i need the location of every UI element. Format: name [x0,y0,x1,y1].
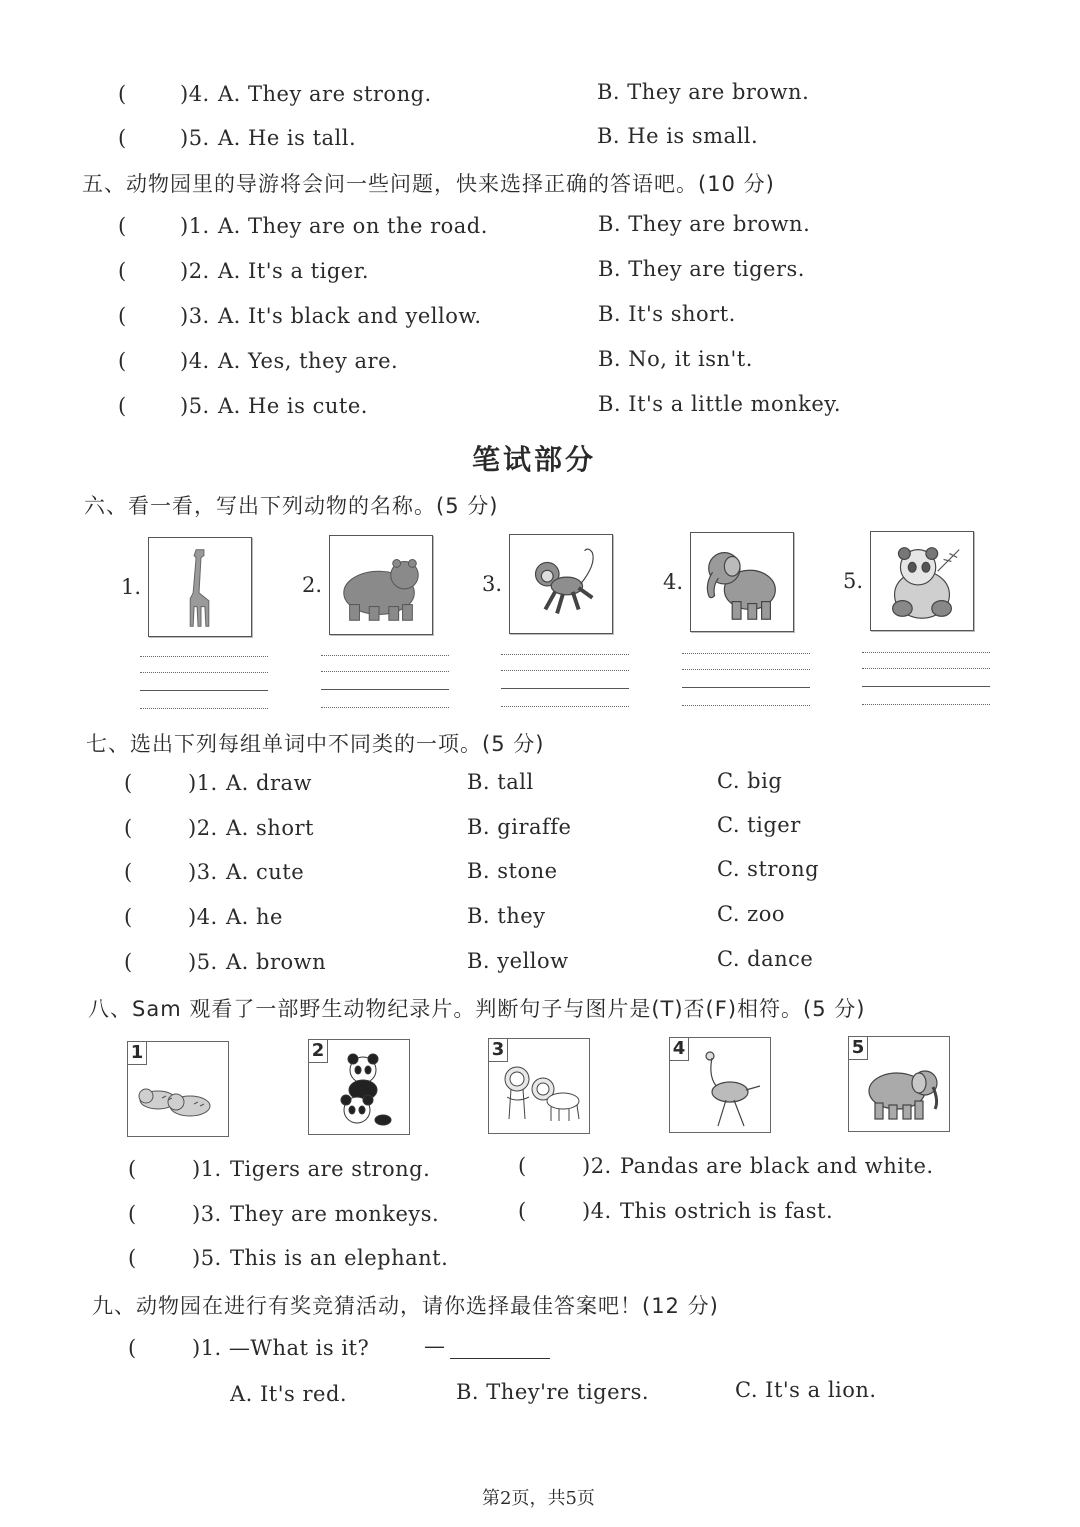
option-b: B. They are tigers. [598,257,805,281]
answer-paren[interactable]: ( [118,304,127,328]
question-number: )4. [188,905,218,929]
picture-tag: 2 [309,1040,328,1063]
option-a: A. brown [226,950,327,974]
option-b: B. It's short. [598,302,736,326]
picture-tag: 5 [849,1037,868,1060]
question-number: )4. [180,349,210,373]
picture-label: 2. [302,573,323,597]
picture-tag: 4 [670,1038,689,1061]
picture-label: 3. [482,572,503,596]
question-number: )5. [180,394,210,418]
writing-line[interactable] [501,670,629,671]
page-footer: 第2页，共5页 [482,1488,595,1509]
answer-paren[interactable]: ( [128,1336,137,1360]
section-7-heading: 七、选出下列每组单词中不同类的一项。(5 分) [86,732,545,756]
section-8-heading: 八、Sam 观看了一部野生动物纪录片。判断句子与图片是(T)否(F)相符。(5 分) [88,997,866,1021]
answer-paren[interactable]: ( [124,860,133,884]
writing-line[interactable] [501,654,629,655]
writing-line[interactable] [862,668,990,669]
documentary-picture [848,1036,950,1132]
question-number: )3. [180,304,210,328]
answer-paren[interactable]: ( [118,126,127,150]
picture-box [509,534,613,634]
statement-number: )2. [582,1154,612,1178]
option-c: C. dance [717,947,814,971]
option-a: A. They are strong. [218,82,432,106]
writing-line[interactable] [321,689,449,690]
documentary-picture [127,1041,229,1137]
option-a: A. draw [226,771,312,795]
answer-paren[interactable]: ( [124,950,133,974]
option-a: A. he [226,905,283,929]
answer-dash: — [424,1334,446,1358]
answer-paren[interactable]: ( [518,1154,527,1178]
option-b: B. It's a little monkey. [598,392,842,416]
statement-number: )1. [192,1157,222,1181]
tigers-icon [132,1050,224,1134]
monkey-icon [510,535,612,633]
answer-paren[interactable]: ( [518,1199,527,1223]
section-6-heading: 六、看一看，写出下列动物的名称。(5 分) [84,494,499,518]
writing-line[interactable] [682,687,810,688]
question-4-number: )4. [180,82,210,106]
option-b: B. No, it isn't. [598,347,753,371]
answer-paren[interactable]: ( [118,82,127,106]
statement-number: )5. [192,1246,222,1270]
lions-icon [493,1047,585,1131]
statement-text: This is an elephant. [230,1246,449,1270]
writing-line[interactable] [682,705,810,706]
writing-line[interactable] [321,671,449,672]
statement-number: )3. [192,1202,222,1226]
option-c: C. zoo [717,902,786,926]
option-a: A. It's a tiger. [218,259,370,283]
picture-box [329,535,433,635]
picture-label: 5. [843,569,864,593]
giraffe-icon [149,538,251,636]
written-part-title: 笔试部分 [472,443,597,476]
answer-paren[interactable]: ( [118,259,127,283]
option-a: A. It's red. [230,1382,348,1406]
picture-tag: 3 [489,1039,508,1062]
option-a: A. He is tall. [218,126,357,150]
statement-text: They are monkeys. [230,1202,440,1226]
option-c: C. tiger [717,813,801,837]
writing-line[interactable] [501,706,629,707]
writing-line[interactable] [321,707,449,708]
option-b: B. stone [467,859,558,883]
bear-icon [330,536,432,634]
writing-line[interactable] [862,686,990,687]
option-b: B. He is small. [597,124,759,148]
option-b: B. tall [467,770,534,794]
option-b: B. they [467,904,546,928]
option-a: A. cute [226,860,305,884]
section-9-heading: 九、动物园在进行有奖竞猜活动，请你选择最佳答案吧！(12 分) [92,1294,719,1318]
section-5-heading: 五、动物园里的导游将会问一些问题，快来选择正确的答语吧。(10 分) [82,172,775,196]
answer-blank[interactable] [450,1358,550,1359]
writing-line[interactable] [140,656,268,657]
option-b: B. giraffe [467,815,572,839]
option-a: A. short [226,816,314,840]
elephant-icon [691,533,793,631]
option-b: B. They are brown. [597,80,810,104]
answer-paren[interactable]: ( [124,905,133,929]
question-number: )5. [188,950,218,974]
picture-label: 1. [121,575,142,599]
writing-line[interactable] [501,688,629,689]
documentary-picture [669,1037,771,1133]
picture-box [148,537,252,637]
writing-line[interactable] [321,655,449,656]
writing-line[interactable] [140,672,268,673]
option-a: A. It's black and yellow. [218,304,482,328]
answer-paren[interactable]: ( [124,816,133,840]
question-number: )1. [180,214,210,238]
question-number: )1. [188,771,218,795]
writing-line[interactable] [682,669,810,670]
answer-paren[interactable]: ( [128,1202,137,1226]
writing-line[interactable] [862,652,990,653]
statement-text: Pandas are black and white. [620,1154,934,1178]
picture-box [870,531,974,631]
pandas-icon [313,1048,405,1132]
question-number: )2. [180,259,210,283]
option-b: B. They are brown. [598,212,811,236]
statement-number: )4. [582,1199,612,1223]
writing-line[interactable] [140,690,268,691]
panda-icon [871,532,973,630]
documentary-picture [308,1039,410,1135]
option-b: B. yellow [467,949,569,973]
answer-paren[interactable]: ( [128,1246,137,1270]
option-c: C. big [717,769,783,793]
writing-line[interactable] [862,704,990,705]
option-a: A. He is cute. [218,394,368,418]
documentary-picture [488,1038,590,1134]
answer-paren[interactable]: ( [128,1157,137,1181]
question-5-number: )5. [180,126,210,150]
answer-paren[interactable]: ( [118,349,127,373]
question-text: )1. —What is it? [192,1336,370,1360]
option-c: C. strong [717,857,820,881]
picture-tag: 1 [128,1042,147,1065]
option-b: B. They're tigers. [456,1380,650,1404]
option-c: C. It's a lion. [735,1378,877,1402]
question-number: )2. [188,816,218,840]
writing-line[interactable] [682,653,810,654]
answer-paren[interactable]: ( [124,771,133,795]
statement-text: This ostrich is fast. [620,1199,834,1223]
option-a: A. They are on the road. [218,214,488,238]
option-a: A. Yes, they are. [218,349,399,373]
ostrich-icon [674,1046,766,1130]
elephant-icon [853,1045,945,1129]
picture-box [690,532,794,632]
picture-label: 4. [663,570,684,594]
answer-paren[interactable]: ( [118,394,127,418]
writing-line[interactable] [140,708,268,709]
answer-paren[interactable]: ( [118,214,127,238]
statement-text: Tigers are strong. [230,1157,431,1181]
question-number: )3. [188,860,218,884]
